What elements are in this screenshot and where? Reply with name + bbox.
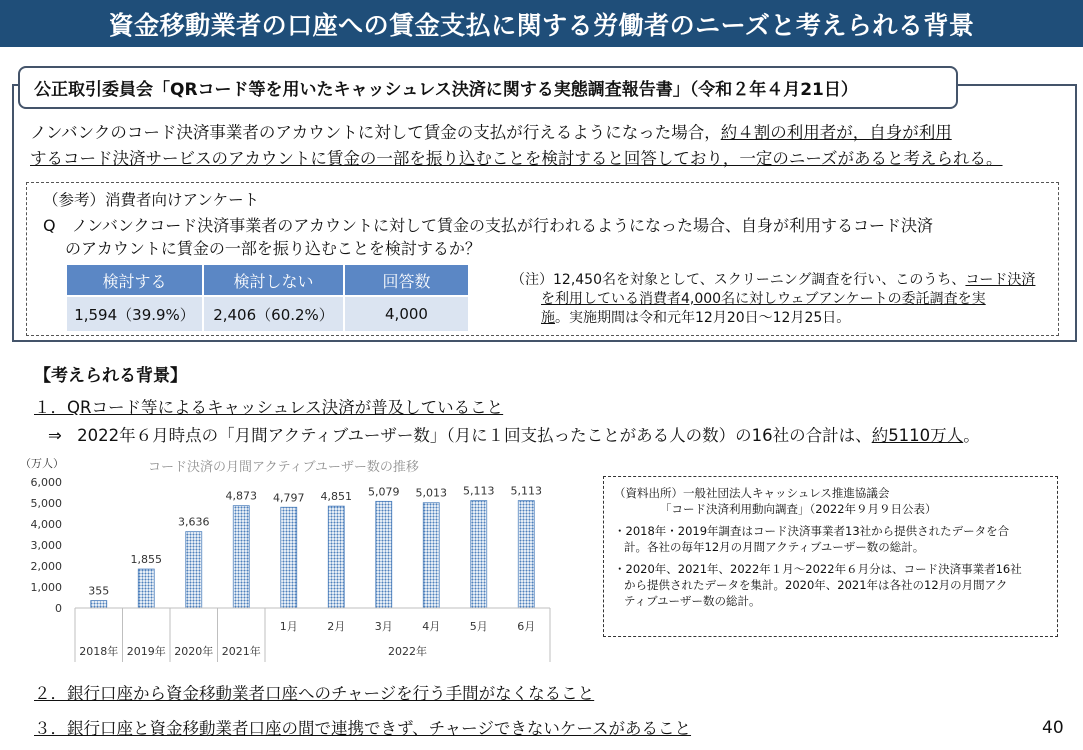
x-tick-label: 6月 <box>517 620 536 633</box>
x-tick-label: 3月 <box>374 620 393 633</box>
bar-value-label: 4,851 <box>320 490 352 504</box>
arrow-text-b: 約5110万人 <box>871 426 964 445</box>
y-tick-label: 4,000 <box>30 518 62 531</box>
source-bullet2b: から提供されたデータを集計。2020年、2021年は各社の12月の月間アク <box>624 578 1008 592</box>
source-bullet2c: ティブユーザー数の総計。 <box>624 594 761 608</box>
source-bullet2a: ・2020年、2021年、2022年１月～2022年６月分は、コード決済事業者16社 <box>614 562 1022 576</box>
mau-bar-chart <box>0 452 600 666</box>
table-row <box>67 296 469 331</box>
bar-value-label: 3,636 <box>178 515 210 529</box>
background-item-1: １．QRコード等によるキャッシュレス決済が普及していること <box>34 398 504 417</box>
bar-value-label: 355 <box>88 584 110 598</box>
bar-value-label: 1,855 <box>130 553 162 567</box>
bar-value-label: 5,113 <box>510 484 542 498</box>
table-header: 検討する <box>67 265 203 296</box>
source-box <box>603 476 1058 637</box>
background-heading: 【考えられる背景】 <box>34 366 187 386</box>
y-tick-label: 1,000 <box>30 581 62 594</box>
page-number: 40 <box>1042 718 1064 738</box>
note-line2: を利用している消費者4,000名に対しウェブアンケートの委託調査を実 <box>541 291 986 307</box>
bar <box>91 601 107 608</box>
note-line3b: 。実施期間は令和元年12月20日～12月25日。 <box>555 310 851 326</box>
table-cell: 2,406（60.2%） <box>203 296 344 331</box>
report-title: 公正取引委員会「QRコード等を用いたキャッシュレス決済に関する実態調査報告書」（令和２年４月21日） <box>18 66 958 109</box>
x-tick-label: 2019年 <box>126 645 166 658</box>
x-tick-label: 1月 <box>279 620 298 633</box>
arrow-text-c: 。 <box>963 426 980 445</box>
survey-question-line1: Q ノンバンクコード決済事業者のアカウントに対して賃金の支払が行われるようになった場合、自身が利用するコード決済 <box>43 216 934 235</box>
bar <box>423 503 439 608</box>
chart-title: コード決済の月間アクティブユーザー数の推移 <box>148 460 419 475</box>
survey-heading: （参考）消費者向けアンケート <box>43 191 260 209</box>
bar <box>281 507 297 608</box>
x-group-label: 2022年 <box>388 645 427 658</box>
note-line3a: 施 <box>541 310 555 326</box>
source-line2: 「コード決済利用動向調査」（2022年９月９日公表） <box>660 502 937 516</box>
y-tick-label: 5,000 <box>30 497 62 510</box>
chart-unit-label: （万人） <box>20 457 64 470</box>
table-header: 検討しない <box>203 265 344 296</box>
survey-result-table <box>67 265 470 331</box>
survey-box <box>26 182 1059 336</box>
bar-value-label: 4,797 <box>273 491 305 505</box>
bar <box>138 569 154 608</box>
background-item-3: ３．銀行口座と資金移動業者口座の間で連携できず、チャージできないケースがあること <box>34 719 692 738</box>
bar <box>471 501 487 608</box>
summary-text <box>30 120 1060 172</box>
table-cell: 1,594（39.9%） <box>67 296 203 331</box>
summary-line1a: ノンバンクのコード決済事業者のアカウントに対して賃金の支払が行えるようになった場合， <box>30 123 721 142</box>
arrow-text-a: 2022年６月時点の「月間アクティブユーザー数」（月に１回支払ったことがある人の数）の16社の合計は、 <box>77 426 872 445</box>
bar-value-label: 4,873 <box>225 489 257 503</box>
note-line1b: コード決済 <box>965 272 1036 288</box>
y-tick-label: 6,000 <box>30 476 62 489</box>
note-line1a: （注）12,450名を対象として、スクリーニング調査を行い、このうち、 <box>511 272 966 288</box>
x-tick-label: 2020年 <box>174 645 214 658</box>
bar-value-label: 5,113 <box>463 484 495 498</box>
table-header: 回答数 <box>344 265 469 296</box>
page-title: 資金移動業者の口座への賃金支払に関する労働者のニーズと考えられる背景 <box>0 0 1083 47</box>
x-tick-label: 4月 <box>422 620 441 633</box>
source-bullet1b: 計。各社の毎年12月の月間アクティブユーザー数の総計。 <box>624 540 925 554</box>
table-header-row <box>67 265 469 296</box>
table-cell: 4,000 <box>344 296 469 331</box>
background-item-2: ２．銀行口座から資金移動業者口座へのチャージを行う手間がなくなること <box>34 684 595 703</box>
y-tick-label: 3,000 <box>30 539 62 552</box>
bar <box>186 532 202 608</box>
bar <box>376 501 392 608</box>
summary-line1b: 約４割の利用者が，自身が利用 <box>720 123 952 142</box>
x-tick-label: 5月 <box>469 620 488 633</box>
summary-line2: するコード決済サービスのアカウントに賃金の一部を振り込むことを検討すると回答しており <box>30 149 723 168</box>
bar <box>233 506 249 608</box>
bar <box>518 501 534 608</box>
bar-value-label: 5,013 <box>415 486 447 500</box>
bar-value-label: 5,079 <box>368 485 400 499</box>
arrow-icon: ⇒ <box>48 426 62 445</box>
bar <box>328 506 344 608</box>
y-tick-label: 0 <box>55 602 62 615</box>
y-tick-label: 2,000 <box>30 560 62 573</box>
survey-question-line2: のアカウントに賃金の一部を振り込むことを検討するか？ <box>65 239 481 258</box>
source-line1: （資料出所）一般社団法人キャッシュレス推進協議会 <box>614 486 890 500</box>
source-bullet1a: ・2018年・2019年調査はコード決済事業者13社から提供されたデータを合 <box>614 524 1010 538</box>
x-tick-label: 2月 <box>327 620 346 633</box>
background-arrow-line <box>48 422 980 446</box>
x-tick-label: 2021年 <box>221 645 261 658</box>
survey-note <box>511 271 1051 328</box>
summary-line2b: ，一定のニーズがあると考えられる。 <box>722 149 1003 168</box>
x-tick-label: 2018年 <box>79 645 119 658</box>
